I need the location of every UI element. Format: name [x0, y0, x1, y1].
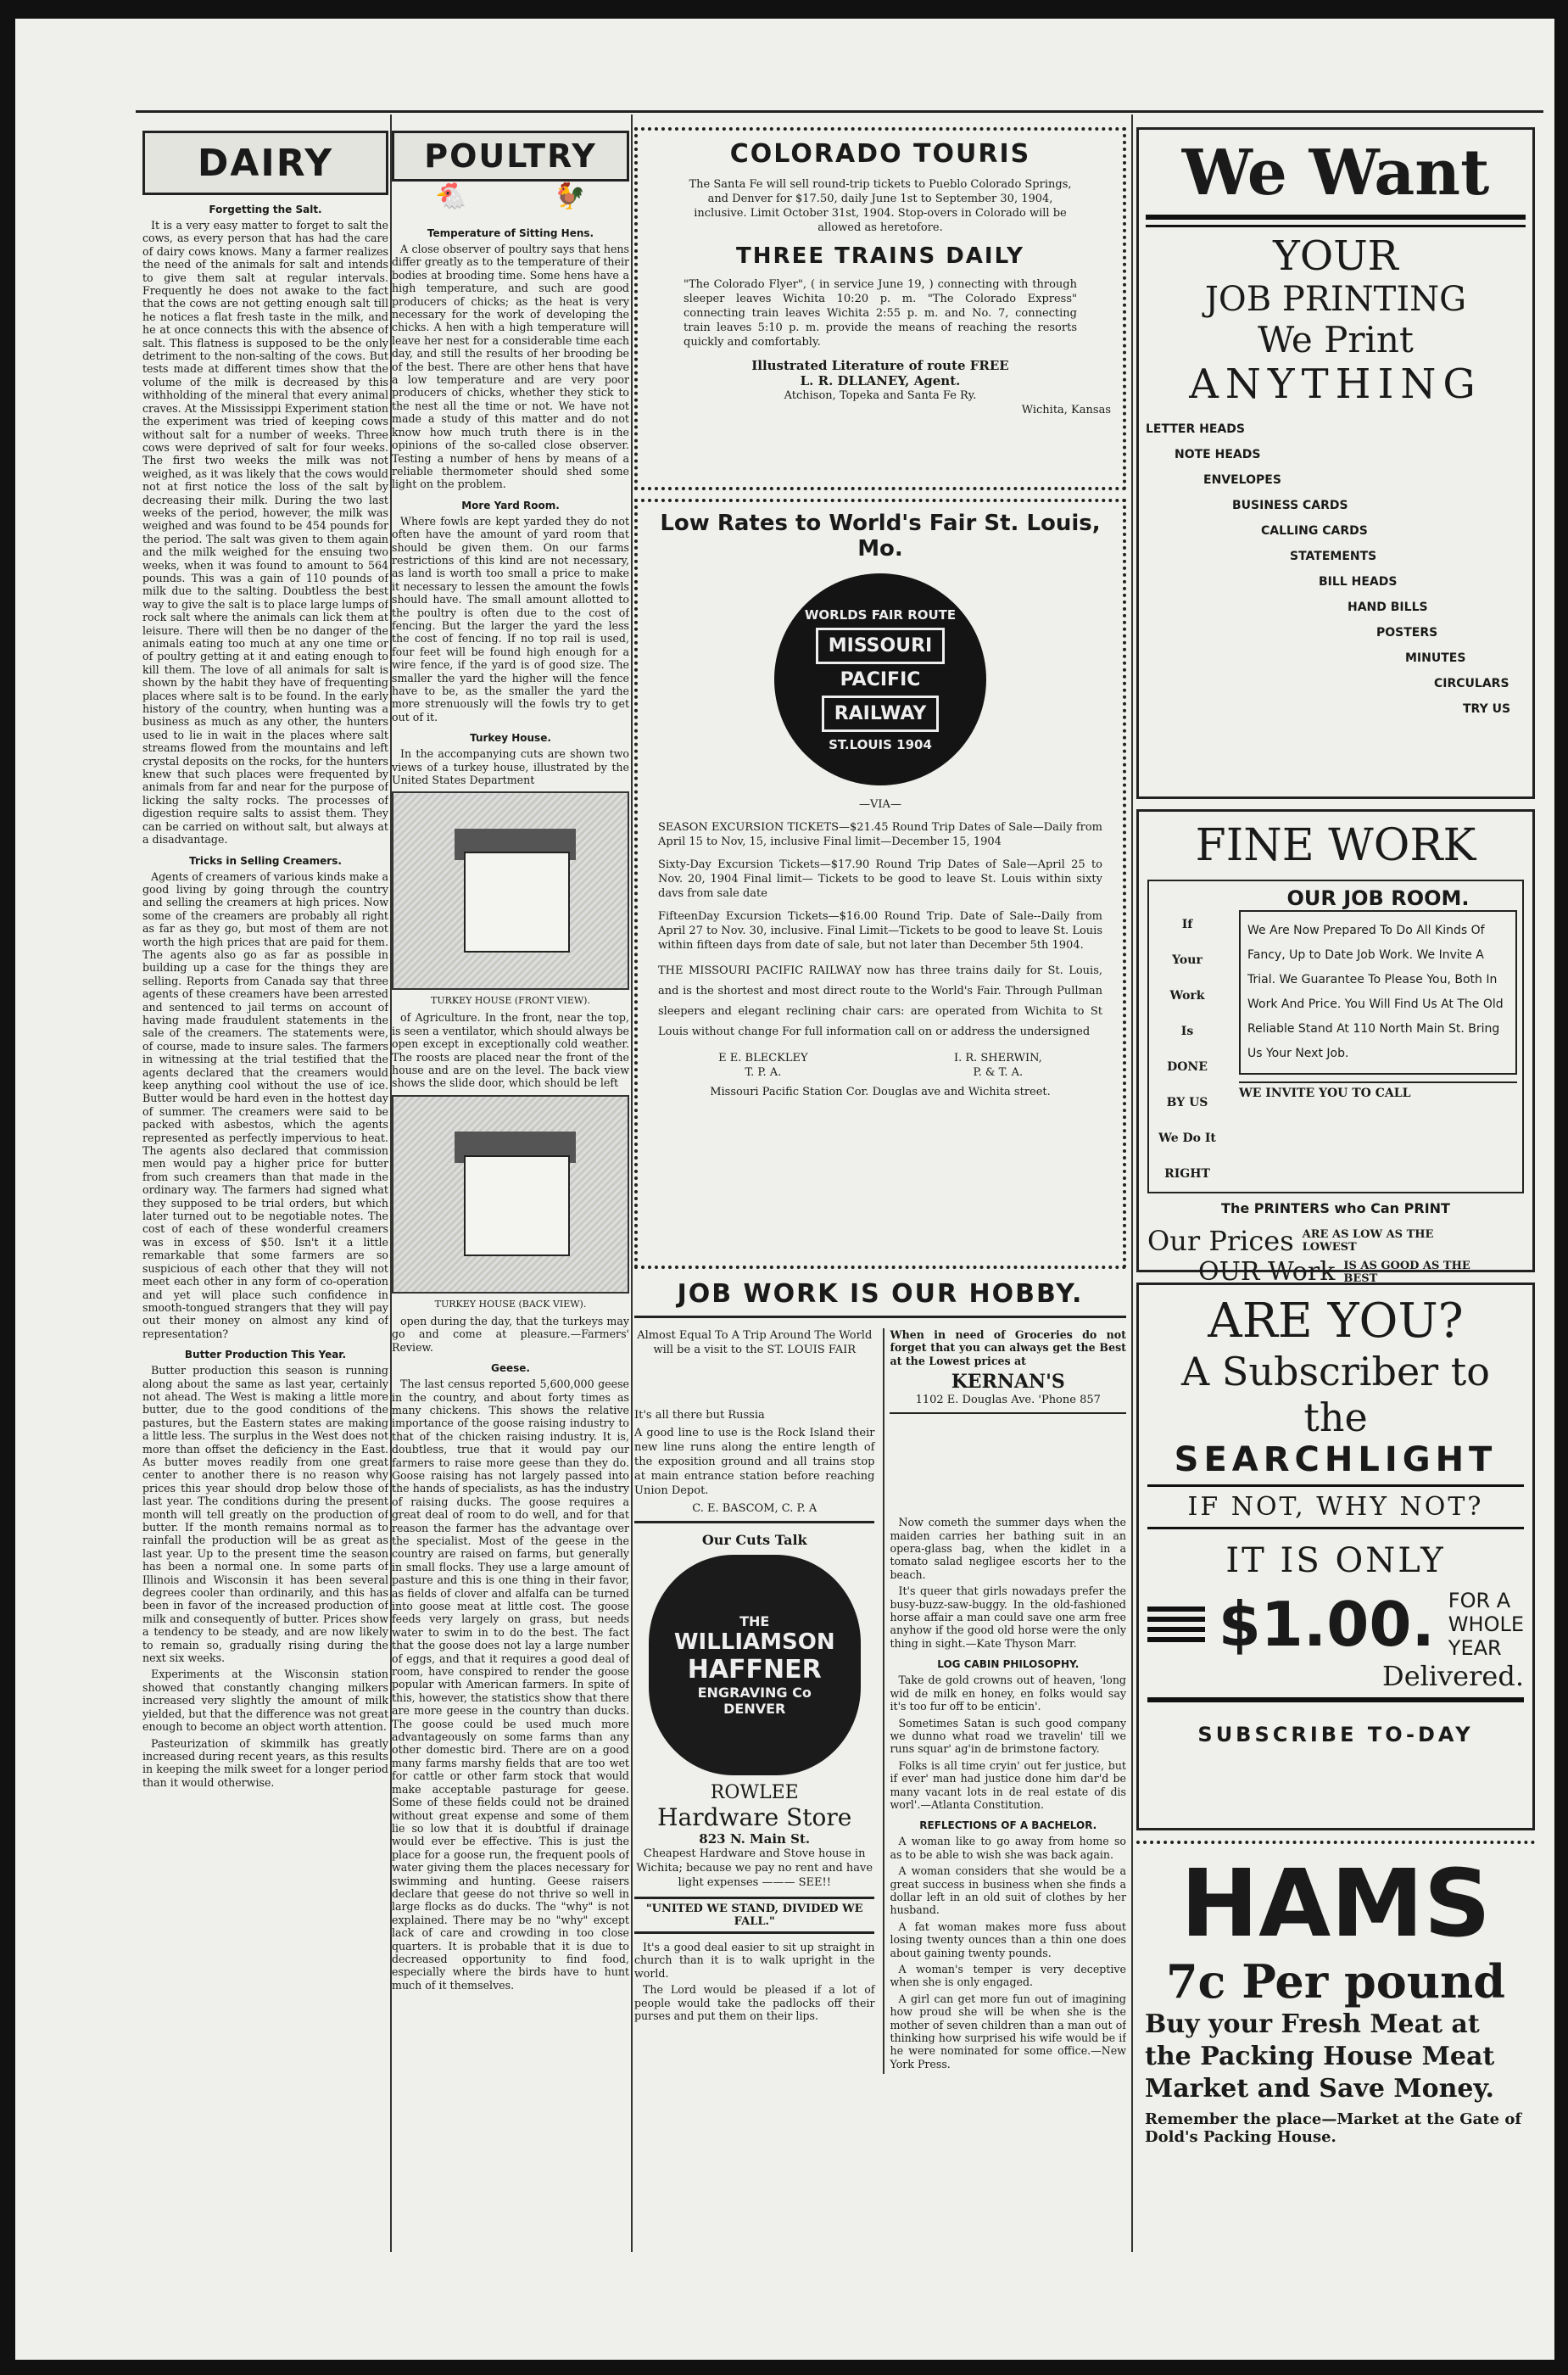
- signatures: [650, 1051, 1111, 1080]
- ad-text: YOUR: [1273, 232, 1398, 280]
- engraving-top: Our Cuts Talk: [701, 1532, 807, 1548]
- logo-text: WILLIAMSON: [673, 1629, 835, 1655]
- price-line: [1147, 1589, 1524, 1660]
- work-line: [1198, 1257, 1524, 1287]
- seal-text: WORLDS FAIR ROUTE: [804, 606, 957, 623]
- ad-headline: ARE YOU?: [1208, 1294, 1464, 1349]
- ad-text: Sixty-Day Excursion Tickets—$17.90 Round Trip Dates of Sale—April 25 to Nov. 20, 1904 Final limit— Tickets to be good to leave St. Louis within sixty davs from sale date: [658, 858, 1102, 900]
- print-shop-column: [1136, 127, 1535, 2316]
- ad-text: SUBSCRIBE TO-DAY: [1197, 1723, 1474, 1746]
- hen-icon: 🐔: [435, 182, 467, 211]
- engraving-logo: [649, 1555, 861, 1775]
- via: —VIA—: [859, 798, 901, 811]
- seal-text: ST.LOUIS 1904: [829, 736, 932, 752]
- ad-text: JOB PRINTING: [1204, 280, 1467, 319]
- signature-title: T. P. A.: [745, 1066, 782, 1079]
- printing-list-item: HAND BILLS: [1348, 601, 1428, 614]
- ad-text: It's all there but Russia: [634, 1409, 765, 1422]
- united-heading: "UNITED WE STAND, DIVIDED WE FALL.": [634, 1897, 874, 1934]
- ad-text: Illustrated Literature of route FREE: [751, 358, 1009, 373]
- ad-subheadline: OUR JOB ROOM.: [1286, 886, 1470, 910]
- printing-list-item: BUSINESS CARDS: [1232, 499, 1348, 512]
- article-text: A fat woman makes more fuss about losing twenty ounces than a thin one does about gaining twenty pounds.: [890, 1920, 1126, 1959]
- article-text: Where fowls are kept yarded they do not often have the amount of yard room that should be given them. On our farms restrictions of this kind are not necessary, as land is worth too small a price to make it necessary to lessen the amount the fowls should have. The small amount allotted to the poultry is often due to the cost of fencing. But the larger the yard the less the cost of fencing. If no top rail is used, four feet will be found high enough for a wire fence, if the yard is of good size. The smaller the yard the higher will the fence have to be, as the smaller the yard the more strenuously will the fowls try to get out of it.: [392, 514, 629, 724]
- turkey-house-back-image: [392, 1095, 629, 1294]
- section-title: REFLECTIONS OF A BACHELOR.: [919, 1819, 1097, 1832]
- ad-text: We Print: [1258, 319, 1414, 360]
- signature-title: P. & T. A.: [973, 1066, 1024, 1079]
- printing-list-item: BILL HEADS: [1319, 575, 1398, 589]
- railway-name: Atchison, Topeka and Santa Fe Ry.: [784, 389, 977, 402]
- ad-text: FOR A WHOLE YEAR: [1448, 1589, 1524, 1660]
- poultry-masthead: POULTRY: [392, 131, 629, 182]
- article-text: A woman's temper is very deceptive when she is only engaged.: [890, 1963, 1126, 1989]
- ad-text: ARE AS LOW AS THE LOWEST: [1302, 1228, 1434, 1254]
- ad-headline: FINE WORK: [1195, 820, 1476, 871]
- ad-headline: HAMS: [1180, 1849, 1491, 1958]
- place: Wichita, Kansas: [1021, 404, 1111, 416]
- article-text: Butter production this season is running along about the same as last year, certainly not ahead. The West is making a little more butter, due to the good conditions of the pastures, but the Eastern states are making a little less. The surplus in the West does not more than offset the deficiency in the East. As butter moves readily from one great center to another there is no reason why prices this year should drop below those of last year. The conditions during the present month will tell greatly on the production of butter. If the month remains normal as to rainfall the production will be as great as last year. Up to the present time the season has been a normal one. In some parts of Illinois and Wisconsin it has been several degrees cooler than ordinarily, and this has been in favor of the increased production of milk and consequently of butter. Prices show a tendency to be steady, and are now likely to remain so, gradually rising during the next six weeks.: [142, 1364, 388, 1665]
- article-text: The Lord would be pleased if a lot of people would take the padlocks off their purses and put them on their lips.: [634, 1983, 875, 2023]
- section-title: Butter Production This Year.: [184, 1349, 347, 1361]
- section-title: Turkey House.: [470, 732, 551, 745]
- article-text: Experiments at the Wisconsin station showed that constantly changing milkers increased very slightly the amount of milk yielded, but that the difference was not great enough to become an object worth attention.: [142, 1668, 388, 1734]
- side-word: If: [1181, 918, 1193, 931]
- section-title: Temperature of Sitting Hens.: [427, 227, 594, 239]
- store-name: ROWLEE: [710, 1782, 799, 1803]
- logo-text: HAFFNER: [687, 1655, 822, 1685]
- article-text: Pasteurization of skimmilk has greatly increased during recent years, as this results in keeping the milk sweet for a longer period than it would otherwise.: [142, 1736, 388, 1789]
- side-word: RIGHT: [1164, 1167, 1210, 1181]
- ad-text: Delivered.: [1382, 1660, 1524, 1692]
- dairy-masthead: DAIRY: [142, 131, 388, 195]
- article-text: Agents of creamers of various kinds make a good living by going through the country and selling the creamers at high prices. Now some of the creamers are probably all right as far as they go, but most of them are not worth the high prices that are paid for them. The agents also go as far as possible in building up a case for the things they are selling. Reports from Canada say that three agents of these creamers have been arrested and sentenced to jail terms on account of having made fraudulent statements in the sale of the creamers. The statements were, of course, made to insure sales. The farmers in witnessing at the trial testified that the agents declared that the creamers would keep anything cool without the use of ice. Butter would be hard even in the hottest day of summer. The creamers were said to be packed with asbestos, which the agents represented as perfectly impervious to heat. The agents also declared that commission men would pay a higher price for butter from such creamers than that made in the ordinary way. The farmers had signed what they supposed to be trial orders, but which later turned out to be negotiable notes. The cost of each of these wonderful creamers was in excess of $50. Isn't it a little remarkable that some farmers are so suspicious of each other that they will not meet each other in any form of co-operation and yet will place such confidence in smooth-tongued strangers that they will pay out their money on almost any kind of representation?: [142, 869, 388, 1340]
- ad-signature: C. E. BASCOM, C. P. A: [634, 1501, 874, 1523]
- ad-text: The PRINTERS who Can PRINT: [1221, 1200, 1450, 1216]
- article-text: of Agriculture. In the front, near the top, is seen a ventilator, which should always be open except in exceptionally cold weather. The roosts are placed near the front of the house and are on the level. The back view shows the slide door, which should be left: [392, 1011, 629, 1090]
- ad-text: FifteenDay Excursion Tickets—$16.00 Round Trip. Date of Sale--Daily from April 27 to Nov. 30, inclusive. Final Limit—Tickets to be good to leave St. Louis within fifteen days from date of sale, but not later than December 5th 1904.: [658, 910, 1102, 952]
- printing-list-item: MINUTES: [1405, 651, 1466, 665]
- ad-text: IF NOT, WHY NOT?: [1187, 1492, 1484, 1522]
- jobwork-banner: JOB WORK IS OUR HOBBY.: [634, 1279, 1126, 1318]
- ad-headline: THREE TRAINS DAILY: [736, 243, 1024, 269]
- poultry-illustration: [392, 182, 629, 219]
- job-room-content: [1234, 881, 1522, 1192]
- ad-text: OUR Work: [1198, 1257, 1336, 1287]
- ad-text: WE INVITE YOU TO CALL: [1239, 1081, 1517, 1100]
- ad-text: Remember the place—Market at the Gate of Dold's Packing House.: [1145, 2110, 1522, 2146]
- printing-list-item: STATEMENTS: [1290, 550, 1377, 563]
- ad-text: We Are Now Prepared To Do All Kinds Of Fancy, Up to Date Job Work. We Invite A Trial. We Guarantee To Please You, Both In Work And Price. You Will Find Us At The Old Reliable Stand At 110 North Main St. Bring Us Your Next Job.: [1239, 910, 1517, 1075]
- station-address: Missouri Pacific Station Cor. Douglas ave and Wichita street.: [710, 1086, 1051, 1098]
- printing-list: [1146, 416, 1526, 722]
- left-ads: [634, 1328, 874, 2074]
- section-title: More Yard Room.: [461, 499, 560, 511]
- printing-list-item: LETTER HEADS: [1146, 422, 1245, 436]
- article-text: open during the day, that the turkeys may go and come at pleasure.—Farmers' Review.: [392, 1314, 629, 1354]
- missouri-pacific-seal: [774, 573, 986, 785]
- ad-text: ANYTHING: [1189, 360, 1482, 408]
- small-ads: [634, 1328, 1126, 2074]
- logo-text: ENGRAVING Co: [697, 1685, 812, 1701]
- ad-headline: We Want: [1181, 137, 1490, 210]
- logo-text: THE: [739, 1613, 770, 1629]
- seal-text: PACIFIC: [840, 668, 921, 690]
- rooster-icon: 🐓: [554, 182, 586, 211]
- ad-text: The Santa Fe will sell round-trip tickets to Pueblo Colorado Springs, and Denver for $17.50, daily June 1st to September 30, 1904, inclusive. Limit October 31st, 1904. Stop-overs in Colorado will be allowed as heretofore.: [689, 178, 1072, 234]
- store-name: Hardware Store: [657, 1803, 852, 1831]
- printing-list-item: TRY US: [1463, 702, 1511, 716]
- side-word: We Do It: [1158, 1132, 1216, 1145]
- article-text: Now cometh the summer days when the maiden carries her bathing suit in an opera-glass bag, when the kidlet in a tomato salad negligee escorts her to the beach.: [890, 1516, 1126, 1581]
- printing-list-item: CALLING CARDS: [1261, 524, 1368, 538]
- turkey-house-front-image: [392, 791, 629, 990]
- colorado-tourist-ad: [634, 127, 1126, 490]
- side-word: Work: [1169, 989, 1205, 1003]
- article-text: A girl can get more fun out of imagining how proud she will be when she is the mother of seven children than a man out of thinking how surprised his wife would be if he were nominated for some office.—New York Press.: [890, 1992, 1126, 2070]
- article-text: The last census reported 5,600,000 geese in the country, and about forty times as many chickens. This shows the relative importance of the goose raising industry to that of the chicken raising industry. It is, doubtless, true that it would pay our farmers to raise more geese than they do. Goose raising has not largely passed into the hands of specialists, as has the industry of raising ducks. The goose requires a great deal of room to do well, and for that reason the farmer has the advantage over the specialist. Most of the geese in the country are raised on farms, but generally in small flocks. They use a large amount of pasture and this is one thing in their favor, as fields of clover and alfalfa can be turned into goose meat at little cost. The goose feeds very largely on grass, but needs water to swim in to do the best. The fact that the goose does not lay a large number of eggs, and that it requires a good deal of room, have conspired to render the goose popular with American farmers. In spite of this, however, the statistics show that there are more geese in the country than ducks. The goose could be used much more advantageously on some farms than any other domestic bird. There are on a good many farms marshy fields that are too wet for cattle or other farm stock that would make acceptable pasturage for geese. Some of these fields could not be drained without great expense and some of them lie so low that it is doubtful if drainage would ever be effective. This is just the place for a goose run, the frequent pools of water giving them the places necessary for swimming and hunting. Geese raisers declare that geese do not thrive so well in large flocks as do ducks. The "why" is not explained. There may be no "why" except lack of care and crowding in too close quarters. It is probable that it is due to decreased opportunity to find food, especially where the birds have to hunt much of it themselves.: [392, 1378, 629, 1992]
- ad-text: Buy your Fresh Meat at the Packing House Meat Market and Save Money.: [1145, 2009, 1495, 2104]
- section-title: Tricks in Selling Creamers.: [189, 854, 342, 867]
- ad-text: When in need of Groceries do not forget that you can always get the Best at the Lowest prices at: [890, 1328, 1126, 1367]
- side-word: BY US: [1166, 1096, 1208, 1109]
- side-word: DONE: [1167, 1060, 1208, 1074]
- price: $1.00.: [1218, 1589, 1435, 1660]
- store-address: 823 N. Main St.: [699, 1831, 811, 1847]
- seal-text: RAILWAY: [822, 696, 940, 732]
- decorative-bars: [1147, 1601, 1205, 1647]
- ad-text: A Subscriber to the: [1181, 1349, 1490, 1440]
- job-printing-ad: [1136, 127, 1535, 799]
- side-word: Your: [1172, 953, 1203, 967]
- ad-headline: Low Rates to World's Fair St. Louis, Mo.: [660, 511, 1101, 562]
- stlouis-fair-ad: [634, 499, 1126, 1269]
- prices-line: [1147, 1225, 1524, 1257]
- ad-text: SEASON EXCURSION TICKETS—$21.45 Round Trip Dates of Sale—Daily from April 15 to Nov, 15, inclusive Final limit—December 15, 1904: [658, 821, 1102, 848]
- fine-work-ad: [1136, 809, 1535, 1287]
- printing-list-item: POSTERS: [1376, 626, 1438, 640]
- section-title: LOG CABIN PHILOSOPHY.: [937, 1658, 1080, 1671]
- ad-text: IT IS ONLY: [1225, 1541, 1446, 1580]
- signature: E E. BLECKLEY: [718, 1052, 808, 1065]
- side-words: [1149, 881, 1225, 1192]
- ad-text: Almost Equal To A Trip Around The World will be a visit to the ST. LOUIS FAIR: [637, 1329, 873, 1356]
- image-caption: TURKEY HOUSE (BACK VIEW).: [434, 1298, 587, 1310]
- signature: I. R. SHERWIN,: [953, 1052, 1042, 1065]
- ad-text: A good line to use is the Rock Island their new line runs along the entire length of the exposition ground and all trains stop at main entrance station before reaching Union Depot.: [634, 1427, 875, 1497]
- article-text: It's queer that girls nowadays prefer the busy-buzz-saw-buggy. In the old-fashioned horse affair a man could save one arm free anyhow if the good old horse were the only thing in sight.—Kate Thyson Marr.: [890, 1584, 1126, 1650]
- job-room-box: [1147, 880, 1524, 1193]
- article-text: Sometimes Satan is such good company we dunno what road we travelin' till we runs squar' ag'in de brimstone factory.: [890, 1716, 1126, 1756]
- article-text: It's a good deal easier to sit up straight in church than it is to walk upright in the world.: [634, 1941, 875, 1980]
- logo-text: DENVER: [723, 1701, 786, 1717]
- top-rule: [136, 110, 1543, 113]
- article-text: A close observer of poultry says that hens differ greatly as to the temperature of their bodies at brooding time. Some hens have a high temperature, and such are good producers of chicks; as the heat is very necessary for the work of developing the chicks. A hen with a high temperature will leave her nest for a considerable time each day, and still the results of her brooding be of the best. There are other hens that have a low temperature and are very poor producers of chicks, whether they stick to the nest all the time or not. We have not made a study of this matter and do not know how much truth there is in the opinions of the so-called close observer. Testing a number of hens by means of a reliable thermometer should shed some light on the problem.: [392, 243, 629, 491]
- article-text: In the accompanying cuts are shown two views of a turkey house, illustrated by the United States Department: [392, 747, 629, 787]
- ad-headline: COLORADO TOURIS: [729, 139, 1031, 169]
- article-text: A woman like to go away from home so as to be able to wish she was back again.: [890, 1835, 1126, 1861]
- store-address: 1102 E. Douglas Ave. 'Phone 857: [890, 1393, 1126, 1414]
- article-text: A woman considers that she would be a great success in business when she finds a dollar left in an old suit of clothes by her husband.: [890, 1864, 1126, 1917]
- printing-list-item: ENVELOPES: [1203, 473, 1281, 487]
- ad-text: IS AS GOOD AS THE BEST: [1343, 1259, 1470, 1285]
- section-title: Forgetting the Salt.: [209, 204, 322, 215]
- ad-text: THE MISSOURI PACIFIC RAILWAY now has three trains daily for St. Louis, and is the shortest and most direct route to the World's Fair. Through Pullman sleepers and elegant reclining chair cars: are operated from Wichita to St Louis without change For full information call on or address the undersigned: [658, 964, 1102, 1038]
- paper-name: SEARCHLIGHT: [1174, 1440, 1498, 1479]
- right-ads: [883, 1328, 1126, 2074]
- hams-ad: [1136, 1841, 1535, 2154]
- seal-text: MISSOURI: [816, 628, 945, 664]
- ad-text: "The Colorado Flyer", ( in service June 19, ) connecting with through sleeper leaves Wichita 10:20 p. m. "The Colorado Express" connecting train leaves Wichita 2:55 p. m. and No. 7, connecting train leaves 5:10 p. m. provide the means of reaching the resorts quickly and comfortably.: [684, 278, 1077, 349]
- printing-list-item: CIRCULARS: [1434, 677, 1509, 690]
- article-text: Folks is all time cryin' out fer justice, but if ever' man had justice done him dar'd be many vacant lots in de real estate of dis worl'.—Atlanta Constitution.: [890, 1758, 1126, 1811]
- agent-name: L. R. DLLANEY, Agent.: [800, 373, 961, 388]
- section-title: Geese.: [491, 1362, 530, 1375]
- poultry-column: [392, 127, 629, 2299]
- dairy-column: [142, 127, 388, 2299]
- side-word: Is: [1180, 1025, 1194, 1038]
- image-caption: TURKEY HOUSE (FRONT VIEW).: [431, 995, 590, 1007]
- column-rule: [1131, 115, 1133, 2252]
- subscribe-ad: [1136, 1282, 1535, 1830]
- ad-text: Our Prices: [1147, 1225, 1294, 1257]
- ads-column: [634, 127, 1126, 2299]
- printing-list-item: NOTE HEADS: [1175, 448, 1261, 461]
- article-text: Take de gold crowns out of heaven, 'long wid de milk en honey, en folks would say it's too fur off to be enticin'.: [890, 1674, 1126, 1713]
- column-rule: [631, 115, 633, 2252]
- ad-text: 7c Per pound: [1165, 1954, 1506, 2009]
- store-name: KERNAN'S: [951, 1371, 1065, 1394]
- ad-text: Cheapest Hardware and Stove house in Wichita; because we pay no rent and have light expenses ——— SEE!!: [636, 1847, 873, 1889]
- article-text: It is a very easy matter to forget to salt the cows, as every person that has had the care of dairy cows knows. Many a farmer realizes the need of the animals for salt and intends to give them salt at regular intervals. Frequently he does not awake to the fact that the cows are not getting enough salt till he notices a flat fresh taste in the milk, and he at once connects this with the absence of salt. This flatness is supposed to be the only detriment to the non-salting of the cows. But tests made at different times show that the volume of the milk is decreased by this withholding of the mineral that every animal craves. At the Mississippi Experiment station the experiment was tried of keeping cows without salt for a number of weeks. Three cows were deprived of salt for four weeks. The first two weeks the milk was not weighed, as it was likely that the cows would not at first notice the loss of the salt by decreasing their milk. During the two last weeks of the period, however, the milk was weighed and was found to be 454 pounds for the period. The salt was given to them again and the milk weighed for the ensuing two weeks, when it was found to amount to 564 pounds. This was a gain of 110 pounds of milk due to the salting. Doubtless the best way to give the salt is to place large lumps of rock salt where the animals can lick them at leisure. There will then be no danger of the animals eating too much at any one time or of poultry getting at it and eating enough to kill them. The love of all animals for salt is shown by the habit they have of frequenting places where salt is to be found. In the early history of the country, when hunting was a business as much as any other, the hunters used to lie in wait in the places where salt streams flowed from the mountains and left crystal deposits on the rocks, for the hunters knew that such places were frequented by animals from far and near for the purpose of licking the salty rocks. The processes of digestion require salts to assist them. They can be carried on without salt, but always at a disadvantage.: [142, 219, 388, 847]
